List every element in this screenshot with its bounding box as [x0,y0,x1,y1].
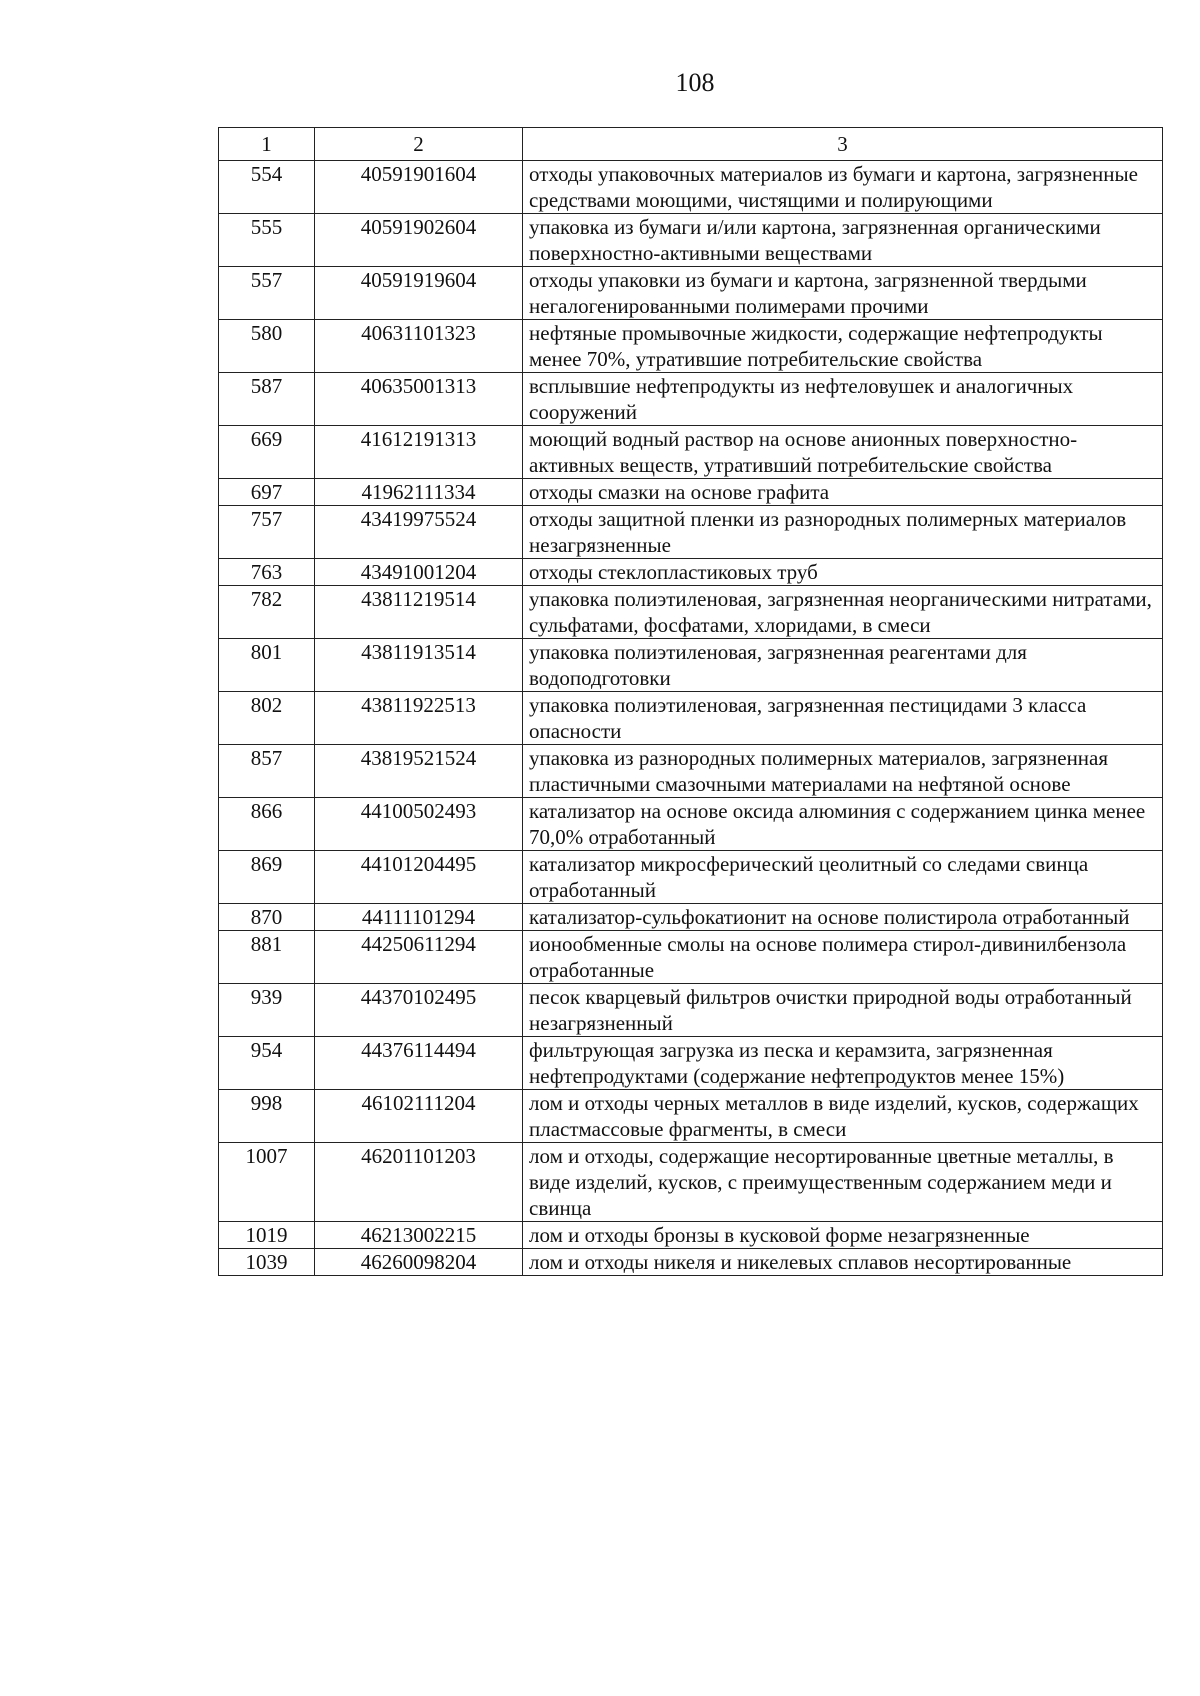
waste-code-cell: 43811219514 [315,586,523,639]
waste-description-cell: фильтрующая загрузка из песка и керамзита, загрязненная нефтепродуктами (содержание нефтепродуктов менее 15%) [523,1037,1163,1090]
waste-code-cell: 40631101323 [315,320,523,373]
row-number-cell: 802 [219,692,315,745]
waste-description-cell: упаковка полиэтиленовая, загрязненная неорганическими нитратами, сульфатами, фосфатами, хлоридами, в смеси [523,586,1163,639]
waste-description-cell: упаковка из разнородных полимерных материалов, загрязненная пластичными смазочными материалами на нефтяной основе [523,745,1163,798]
waste-table [218,127,1163,1276]
row-number-cell: 870 [219,904,315,931]
table-row [219,479,1163,506]
row-number-cell: 757 [219,506,315,559]
waste-code-cell: 41612191313 [315,426,523,479]
row-number-cell: 939 [219,984,315,1037]
row-number-cell: 763 [219,559,315,586]
waste-description-cell: упаковка из бумаги и/или картона, загрязненная органическими поверхностно-активными веществами [523,214,1163,267]
table-row [219,639,1163,692]
waste-description-cell: песок кварцевый фильтров очистки природной воды отработанный незагрязненный [523,984,1163,1037]
table-row [219,214,1163,267]
row-number-cell: 954 [219,1037,315,1090]
waste-description-cell: лом и отходы черных металлов в виде изделий, кусков, содержащих пластмассовые фрагменты, в смеси [523,1090,1163,1143]
waste-description-cell: отходы смазки на основе графита [523,479,1163,506]
row-number-cell: 869 [219,851,315,904]
table-row [219,931,1163,984]
table-row [219,161,1163,214]
waste-description-cell: нефтяные промывочные жидкости, содержащие нефтепродукты менее 70%, утратившие потребительские свойства [523,320,1163,373]
waste-code-cell: 43819521524 [315,745,523,798]
waste-description-cell: отходы упаковки из бумаги и картона, загрязненной твердыми негалогенированными полимерами прочими [523,267,1163,320]
table-row [219,745,1163,798]
table-row [219,1090,1163,1143]
header-col-3: 3 [523,128,1163,161]
row-number-cell: 669 [219,426,315,479]
waste-description-cell: отходы стеклопластиковых труб [523,559,1163,586]
waste-code-cell: 41962111334 [315,479,523,506]
row-number-cell: 998 [219,1090,315,1143]
waste-code-cell: 43811922513 [315,692,523,745]
waste-code-cell: 40591902604 [315,214,523,267]
waste-description-cell: катализатор микросферический цеолитный со следами свинца отработанный [523,851,1163,904]
waste-code-cell: 44100502493 [315,798,523,851]
waste-code-cell: 44111101294 [315,904,523,931]
waste-description-cell: ионообменные смолы на основе полимера стирол-дивинилбензола отработанные [523,931,1163,984]
waste-description-cell: отходы упаковочных материалов из бумаги и картона, загрязненные средствами моющими, чистящими и полирующими [523,161,1163,214]
waste-code-cell: 44370102495 [315,984,523,1037]
row-number-cell: 866 [219,798,315,851]
waste-description-cell: лом и отходы бронзы в кусковой форме незагрязненные [523,1222,1163,1249]
row-number-cell: 782 [219,586,315,639]
row-number-cell: 555 [219,214,315,267]
table-row [219,1222,1163,1249]
table-body [219,161,1163,1276]
waste-code-cell: 44250611294 [315,931,523,984]
table-row [219,426,1163,479]
waste-code-cell: 43491001204 [315,559,523,586]
row-number-cell: 1019 [219,1222,315,1249]
waste-code-cell: 43811913514 [315,639,523,692]
waste-code-cell: 46260098204 [315,1249,523,1276]
waste-code-cell: 46102111204 [315,1090,523,1143]
waste-code-cell: 40591919604 [315,267,523,320]
table-row [219,586,1163,639]
waste-description-cell: упаковка полиэтиленовая, загрязненная пестицидами 3 класса опасности [523,692,1163,745]
row-number-cell: 557 [219,267,315,320]
waste-description-cell: всплывшие нефтепродукты из нефтеловушек и аналогичных сооружений [523,373,1163,426]
table-row [219,1143,1163,1222]
row-number-cell: 554 [219,161,315,214]
table-row [219,984,1163,1037]
waste-code-cell: 44376114494 [315,1037,523,1090]
header-row [219,128,1163,161]
table-row [219,904,1163,931]
waste-description-cell: упаковка полиэтиленовая, загрязненная реагентами для водоподготовки [523,639,1163,692]
table-row [219,851,1163,904]
row-number-cell: 587 [219,373,315,426]
table-row [219,1037,1163,1090]
header-col-2: 2 [315,128,523,161]
waste-description-cell: катализатор-сульфокатионит на основе полистирола отработанный [523,904,1163,931]
table-row [219,559,1163,586]
table-row [219,798,1163,851]
row-number-cell: 697 [219,479,315,506]
row-number-cell: 1039 [219,1249,315,1276]
waste-code-cell: 44101204495 [315,851,523,904]
waste-description-cell: катализатор на основе оксида алюминия с содержанием цинка менее 70,0% отработанный [523,798,1163,851]
table-row [219,267,1163,320]
table-row [219,1249,1163,1276]
header-col-1: 1 [219,128,315,161]
table-row [219,692,1163,745]
page-number: 108 [675,68,715,97]
waste-code-cell: 43419975524 [315,506,523,559]
table-row [219,506,1163,559]
table-row [219,373,1163,426]
waste-code-cell: 40591901604 [315,161,523,214]
row-number-cell: 1007 [219,1143,315,1222]
row-number-cell: 801 [219,639,315,692]
waste-description-cell: лом и отходы, содержащие несортированные цветные металлы, в виде изделий, кусков, с преимущественным содержанием меди и свинца [523,1143,1163,1222]
row-number-cell: 881 [219,931,315,984]
waste-description-cell: отходы защитной пленки из разнородных полимерных материалов незагрязненные [523,506,1163,559]
table-row [219,320,1163,373]
row-number-cell: 857 [219,745,315,798]
waste-code-cell: 40635001313 [315,373,523,426]
waste-code-cell: 46213002215 [315,1222,523,1249]
waste-description-cell: моющий водный раствор на основе анионных поверхностно-активных веществ, утративший потребительские свойства [523,426,1163,479]
waste-description-cell: лом и отходы никеля и никелевых сплавов несортированные [523,1249,1163,1276]
table-header [219,128,1163,161]
row-number-cell: 580 [219,320,315,373]
waste-code-cell: 46201101203 [315,1143,523,1222]
